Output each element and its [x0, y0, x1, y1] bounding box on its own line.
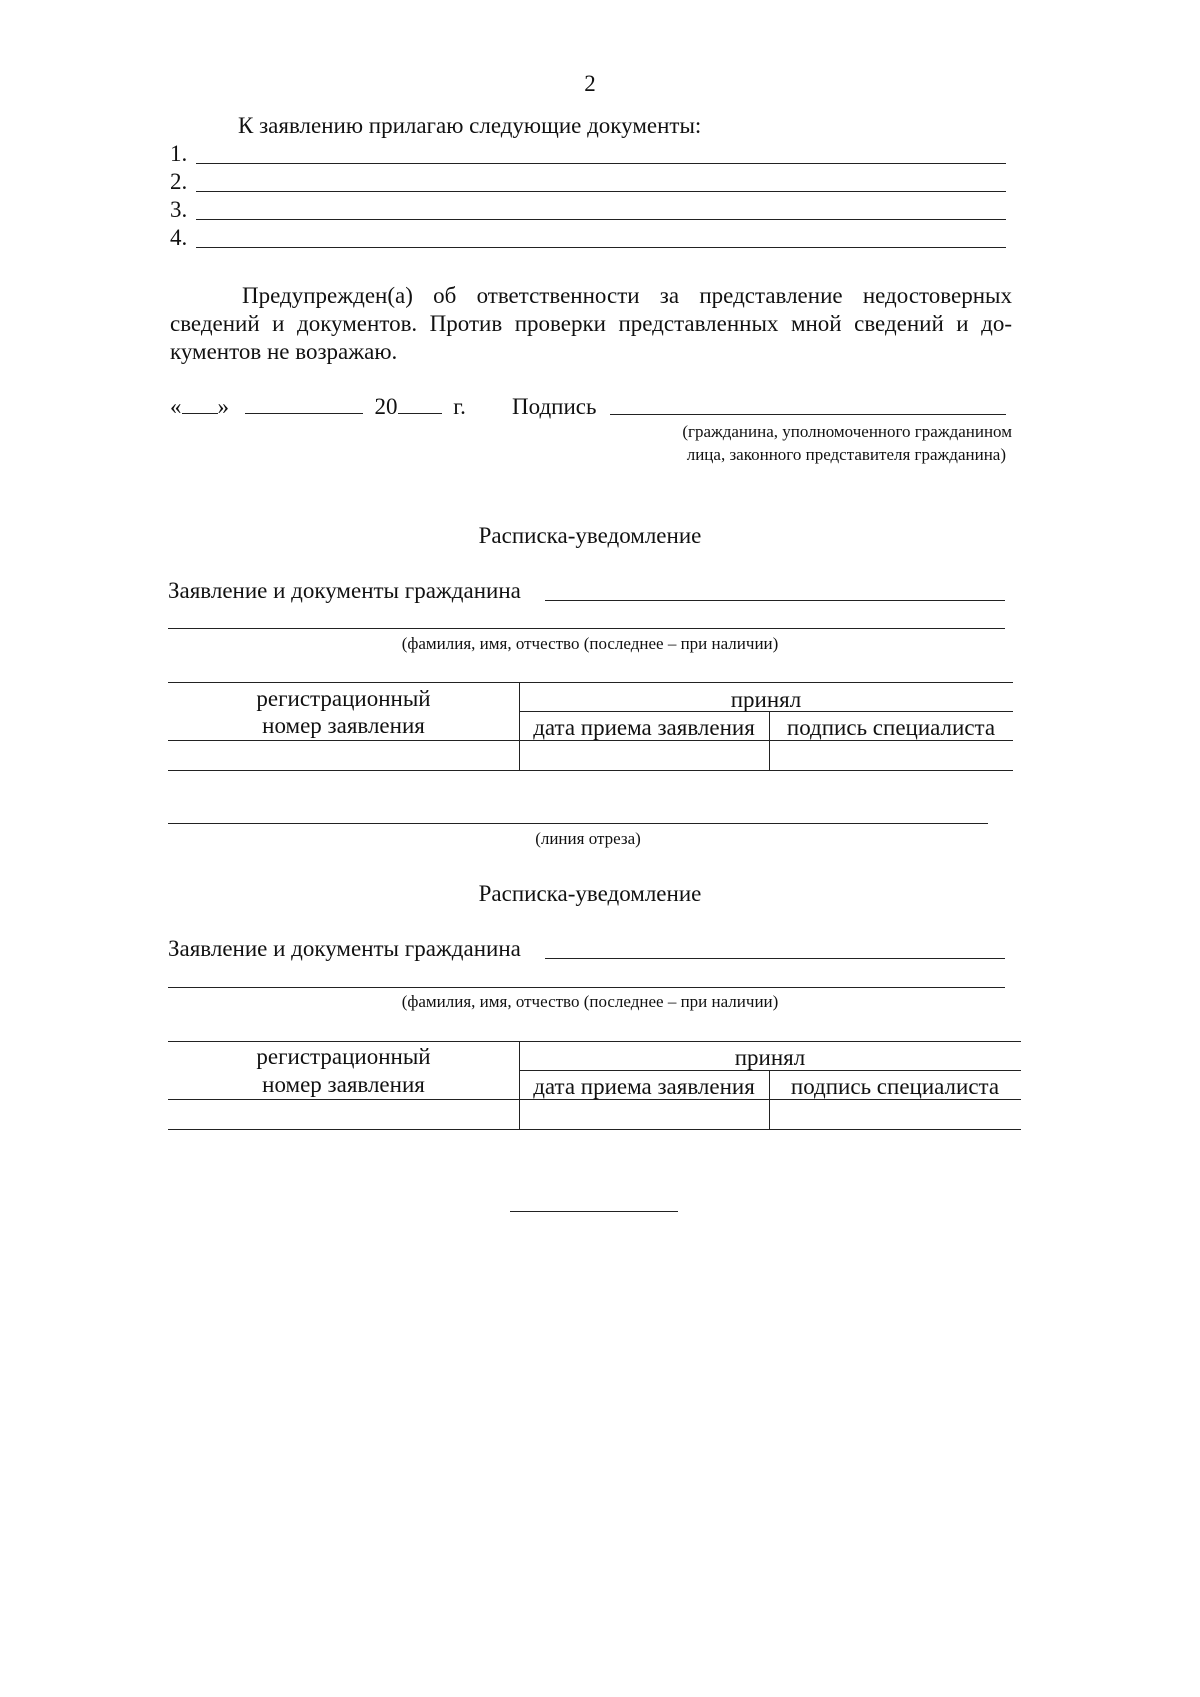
reg-number-header-line-2: номер заявления	[262, 1072, 425, 1097]
date-received-header: дата приема заявления	[533, 715, 755, 740]
date-received-cell[interactable]	[520, 741, 769, 770]
attachment-blank-line[interactable]	[196, 191, 1006, 192]
cut-line	[168, 823, 988, 824]
reg-number-header-line-1: регистрационный	[256, 1044, 431, 1069]
receipt-title: Расписка-уведомление	[478, 523, 702, 548]
accepted-header: принял	[730, 687, 802, 712]
table-top-border	[168, 682, 1013, 683]
date-signature-row	[170, 393, 466, 421]
specialist-signature-cell[interactable]	[770, 741, 1013, 770]
citizen-name-blank-line-2[interactable]	[168, 987, 1005, 988]
cut-line-label: (линия отреза)	[535, 829, 641, 848]
name-note: (фамилия, имя, отчество (последнее – при наличии)	[401, 992, 779, 1011]
signature-note-line-2: лица, законного представителя гражданина)	[686, 445, 1006, 464]
year-prefix: 20	[374, 394, 398, 419]
reg-number-header-line-2: номер заявления	[262, 713, 425, 738]
specialist-signature-cell[interactable]	[770, 1100, 1021, 1129]
month-blank[interactable]	[245, 393, 363, 414]
warning-line-3: кументов не возражаю.	[170, 339, 398, 364]
name-note: (фамилия, имя, отчество (последнее – при наличии)	[401, 634, 779, 653]
date-received-cell[interactable]	[520, 1100, 769, 1129]
attachment-number: 4.	[170, 225, 188, 250]
close-quote: »	[217, 394, 229, 419]
signature-label: Подпись	[512, 394, 597, 419]
table-top-border	[168, 1041, 1021, 1042]
end-of-form-line	[510, 1211, 678, 1212]
reg-number-cell[interactable]	[168, 1100, 519, 1129]
table-bottom-border	[168, 770, 1013, 771]
attachment-blank-line[interactable]	[196, 247, 1006, 248]
attachments-heading: К заявлению прилагаю следующие документы:	[238, 113, 702, 138]
day-blank[interactable]	[182, 393, 218, 414]
year-suffix: г.	[453, 394, 466, 419]
year-blank[interactable]	[398, 393, 442, 414]
attachment-blank-line[interactable]	[196, 219, 1006, 220]
receipt-statement: Заявление и документы гражданина	[168, 936, 521, 961]
citizen-name-blank-line-2[interactable]	[168, 628, 1005, 629]
warning-line-2: сведений и документов. Против проверки представленных мной сведений и до-	[170, 311, 1012, 336]
signature-blank-line[interactable]	[610, 414, 1006, 415]
page-number: 2	[584, 71, 596, 96]
attachment-blank-line[interactable]	[196, 163, 1006, 164]
date-received-header: дата приема заявления	[533, 1074, 755, 1099]
table-bottom-border	[168, 1129, 1021, 1130]
reg-number-cell[interactable]	[168, 741, 519, 770]
citizen-name-blank-line[interactable]	[545, 600, 1005, 601]
receipt-title: Расписка-уведомление	[478, 881, 702, 906]
attachment-number: 3.	[170, 197, 188, 222]
warning-line-1: Предупрежден(а) об ответственности за представление недостоверных	[242, 283, 1012, 308]
specialist-signature-header: подпись специалиста	[786, 715, 996, 740]
attachment-number: 1.	[170, 141, 188, 166]
open-quote: «	[170, 394, 182, 419]
signature-note-line-1: (гражданина, уполномоченного гражданином	[682, 422, 1012, 441]
receipt-statement: Заявление и документы гражданина	[168, 578, 521, 603]
attachment-number: 2.	[170, 169, 188, 194]
reg-number-header-line-1: регистрационный	[256, 686, 431, 711]
citizen-name-blank-line[interactable]	[545, 958, 1005, 959]
specialist-signature-header: подпись специалиста	[790, 1074, 1000, 1099]
accepted-header: принял	[734, 1045, 806, 1070]
